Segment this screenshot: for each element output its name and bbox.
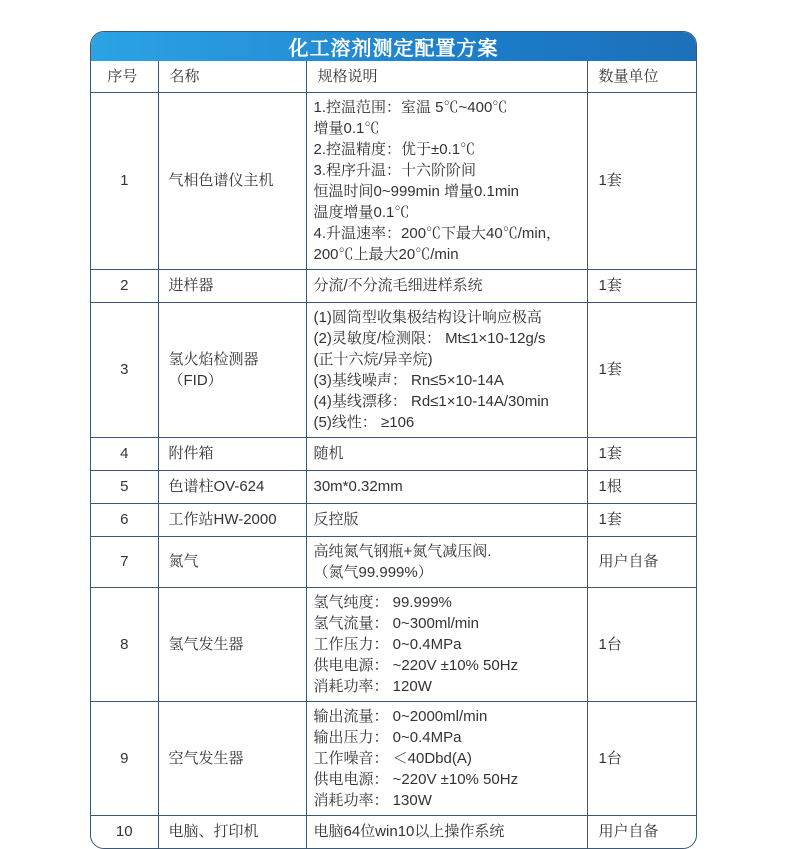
spec-line: 电脑64位win10以上操作系统 xyxy=(313,823,505,841)
spec-line: 氢气纯度： 99.999% xyxy=(313,593,452,611)
quantity-cell: 1套 xyxy=(587,437,697,470)
spec-line: （氮气99.999%） xyxy=(313,563,433,581)
spec-line: 工作噪音： ＜40Dbd(A) xyxy=(313,749,472,767)
table-row xyxy=(91,815,697,848)
row-number-cell: 2 xyxy=(91,269,158,302)
spec-table xyxy=(91,61,697,848)
item-name-cell: 空气发生器 xyxy=(158,701,306,815)
quantity-cell: 用户自备 xyxy=(587,815,697,848)
row-number-cell: 9 xyxy=(91,701,158,815)
table-row xyxy=(91,92,697,269)
item-name-cell: 附件箱 xyxy=(158,437,306,470)
header-row xyxy=(91,61,697,92)
row-number-cell: 10 xyxy=(91,815,158,848)
quantity-cell: 1台 xyxy=(587,587,697,701)
item-spec-cell xyxy=(306,437,587,470)
item-spec-cell xyxy=(306,470,587,503)
quantity-cell: 用户自备 xyxy=(587,536,697,587)
item-name-cell: 氢气发生器 xyxy=(158,587,306,701)
spec-table-head xyxy=(91,61,697,92)
spec-line: 输出流量： 0~2000ml/min xyxy=(313,707,488,725)
spec-line: 供电电源： ~220V ±10% 50Hz xyxy=(313,656,519,674)
row-number-cell: 7 xyxy=(91,536,158,587)
column-header-spec: 规格说明 xyxy=(306,61,587,92)
spec-line: (3)基线噪声： Rn≤5×10-14A xyxy=(313,371,504,389)
row-number-cell: 8 xyxy=(91,587,158,701)
item-spec-cell xyxy=(306,503,587,536)
item-spec-cell xyxy=(306,92,587,269)
spec-line: (1)圆筒型收集极结构设计响应极高 xyxy=(313,308,542,326)
spec-table-body xyxy=(91,92,697,848)
table-row xyxy=(91,302,697,437)
spec-line: 分流/不分流毛细进样系统 xyxy=(313,277,483,294)
table-row xyxy=(91,701,697,815)
spec-line: 30m*0.32mm xyxy=(313,478,403,495)
spec-line: 增量0.1℃ xyxy=(313,119,380,137)
item-spec-cell xyxy=(306,536,587,587)
spec-line: 3.程序升温：十六阶阶间 xyxy=(313,161,477,179)
item-spec-cell xyxy=(306,269,587,302)
page-title: 化工溶剂测定配置方案 xyxy=(288,38,499,60)
quantity-cell: 1套 xyxy=(587,269,697,302)
sheet-title-bar xyxy=(91,32,696,61)
spec-line: (正十六烷/异辛烷) xyxy=(313,350,433,368)
row-number-cell: 5 xyxy=(91,470,158,503)
spec-line: 随机 xyxy=(313,445,344,462)
spec-line: (2)灵敏度/检测限： Mt≤1×10-12g/s xyxy=(313,329,546,347)
item-name-cell: 电脑、打印机 xyxy=(158,815,306,848)
row-number-cell: 1 xyxy=(91,92,158,269)
spec-line: 高纯氮气钢瓶+氮气减压阀. xyxy=(313,542,492,560)
spec-line: 200℃上最大20℃/min xyxy=(313,245,459,263)
quantity-cell: 1套 xyxy=(587,503,697,536)
row-number-cell: 6 xyxy=(91,503,158,536)
spec-line: 4.升温速率：200℃下最大40℃/min， xyxy=(313,224,562,242)
item-name-cell: 色谱柱OV-624 xyxy=(158,470,306,503)
table-row xyxy=(91,269,697,302)
quantity-cell: 1台 xyxy=(587,701,697,815)
spec-line: 消耗功率： 120W xyxy=(313,677,432,695)
quantity-cell: 1套 xyxy=(587,92,697,269)
spec-line: 温度增量0.1℃ xyxy=(313,203,410,221)
table-row xyxy=(91,536,697,587)
spec-line: (5)线性： ≥106 xyxy=(313,413,415,431)
column-header-name: 名称 xyxy=(158,61,306,92)
column-header-no: 序号 xyxy=(91,61,158,92)
spec-line: 供电电源： ~220V ±10% 50Hz xyxy=(313,770,519,788)
spec-line: 消耗功率： 130W xyxy=(313,791,432,809)
row-number-cell: 3 xyxy=(91,302,158,437)
item-spec-cell xyxy=(306,302,587,437)
table-row xyxy=(91,503,697,536)
item-name-cell: 工作站HW-2000 xyxy=(158,503,306,536)
item-name-cell: 气相色谱仪主机 xyxy=(158,92,306,269)
table-row xyxy=(91,587,697,701)
quantity-cell: 1根 xyxy=(587,470,697,503)
item-spec-cell xyxy=(306,815,587,848)
spec-line: 工作压力： 0~0.4MPa xyxy=(313,635,462,653)
spec-line: 氢气流量： 0~300ml/min xyxy=(313,614,479,632)
spec-line: 1.控温范围：室温 5℃~400℃ xyxy=(313,98,508,116)
item-spec-cell xyxy=(306,701,587,815)
quantity-cell: 1套 xyxy=(587,302,697,437)
item-name-cell: 氢火焰检测器（FID） xyxy=(158,302,306,437)
row-number-cell: 4 xyxy=(91,437,158,470)
spec-line: 恒温时间0~999min 增量0.1min xyxy=(313,182,519,200)
item-name-cell: 氮气 xyxy=(158,536,306,587)
spec-line: 2.控温精度：优于±0.1℃ xyxy=(313,140,476,158)
spec-line: 输出压力： 0~0.4MPa xyxy=(313,728,462,746)
table-row xyxy=(91,437,697,470)
spec-line: 反控版 xyxy=(313,511,359,528)
item-spec-cell xyxy=(306,587,587,701)
spec-line: (4)基线漂移： Rd≤1×10-14A/30min xyxy=(313,392,549,410)
table-row xyxy=(91,470,697,503)
config-sheet xyxy=(90,31,697,849)
column-header-qty: 数量单位 xyxy=(587,61,697,92)
item-name-cell: 进样器 xyxy=(158,269,306,302)
